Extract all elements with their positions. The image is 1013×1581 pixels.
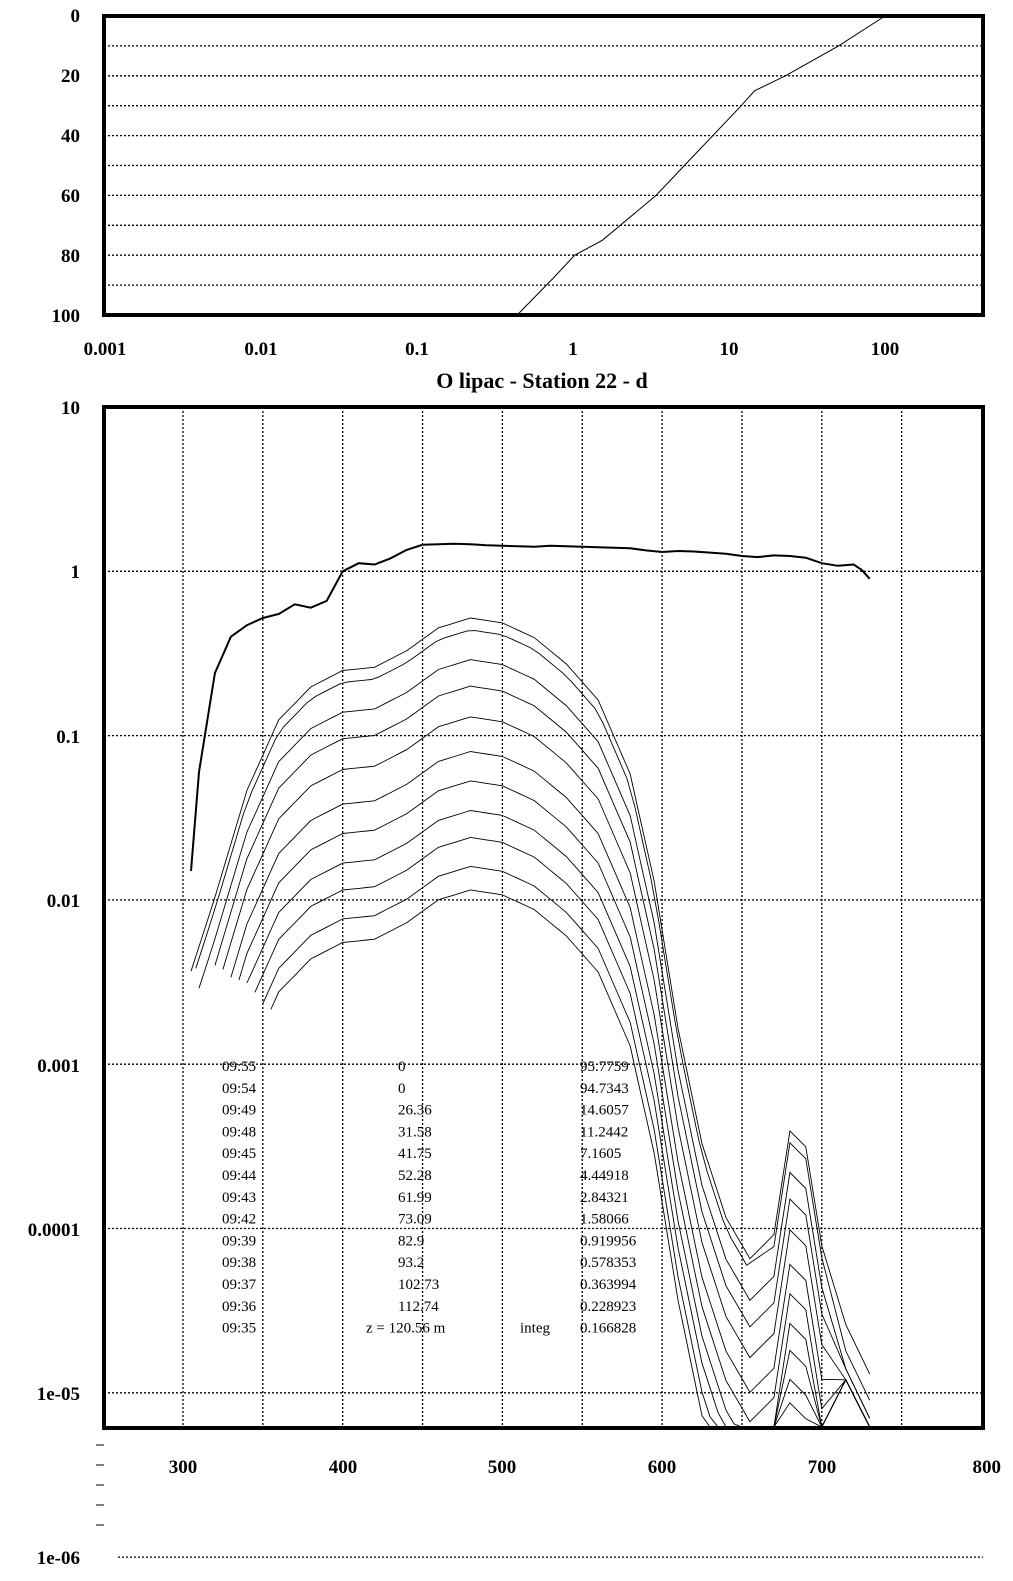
depth-profile-y-tick-label: 40 xyxy=(61,126,80,147)
depth-profile-x-tick-label: 100 xyxy=(870,339,900,360)
table-integ-cell: 14.6057 xyxy=(580,1102,629,1119)
table-integ-cell: 2.84321 xyxy=(580,1189,629,1206)
spectral-x-tick-label: 300 xyxy=(168,1457,198,1478)
depth-profile-gridlines xyxy=(104,46,983,285)
table-depth-cell: 93.2 xyxy=(398,1255,425,1272)
depth-profile-x-tick-label: 1 xyxy=(568,339,578,360)
table-depth-cell: 73.09 xyxy=(398,1211,432,1228)
depth-profile-y-tick-label: 80 xyxy=(61,246,80,267)
depth-profile-y-tick-label: 100 xyxy=(51,306,80,327)
depth-profile-panel xyxy=(52,6,984,360)
spectral-y-tick-label: 0.001 xyxy=(37,1056,80,1077)
table-integ-cell: 11.2442 xyxy=(580,1124,629,1141)
spectral-x-tick-label: 400 xyxy=(328,1457,358,1478)
table-depth-cell: z = 120.56 m xyxy=(366,1320,446,1337)
table-time-cell: 09:36 xyxy=(222,1298,257,1315)
depth-profile-plot-frame xyxy=(104,16,983,315)
table-integ-cell: 7.1605 xyxy=(580,1146,622,1163)
depth-profile-x-tick-label: 0.01 xyxy=(244,339,278,360)
spectral-y-tick-label: 1e-05 xyxy=(36,1384,80,1405)
table-integ-cell: 0.919956 xyxy=(580,1233,637,1250)
spectral-depth-line xyxy=(271,890,870,1427)
table-time-cell: 09:43 xyxy=(222,1189,257,1206)
spectral-depth-line xyxy=(239,781,870,1427)
table-depth-cell: 0 xyxy=(398,1080,406,1097)
spectral-depth-line xyxy=(215,686,870,1418)
table-time-cell: 09:54 xyxy=(222,1080,257,1097)
table-depth-cell: 26.36 xyxy=(398,1102,432,1119)
spectral-depth-line xyxy=(255,837,870,1427)
table-depth-cell: 102.73 xyxy=(398,1277,440,1293)
spectral-depth-line xyxy=(196,631,870,1401)
spectral-x-tick-label: 700 xyxy=(807,1457,837,1478)
depth-profile-y-tick-label: 0 xyxy=(70,6,80,27)
table-time-cell: 09:37 xyxy=(222,1277,257,1293)
spectral-depth-line xyxy=(199,660,870,1419)
table-time-cell: 09:35 xyxy=(222,1320,257,1337)
station-data-table xyxy=(222,1059,637,1337)
table-depth-cell: 82.9 xyxy=(398,1233,425,1250)
table-depth-cell: 52.28 xyxy=(398,1168,432,1184)
table-integ-cell: 0.363994 xyxy=(580,1277,637,1293)
depth-profile-y-tick-label: 60 xyxy=(61,186,80,207)
table-time-cell: 09:49 xyxy=(222,1102,257,1119)
table-time-cell: 09:55 xyxy=(222,1059,257,1075)
spectral-y-tick-label: 1 xyxy=(70,562,80,583)
table-time-cell: 09:42 xyxy=(222,1211,257,1228)
spectral-y-tick-label: 10 xyxy=(61,398,80,419)
spectral-x-tick-label: 500 xyxy=(487,1457,517,1478)
depth-profile-y-tick-label: 20 xyxy=(61,66,80,87)
spectral-y-tick-label: 0.0001 xyxy=(27,1220,80,1241)
table-time-cell: 09:38 xyxy=(222,1255,257,1272)
table-time-cell: 09:48 xyxy=(222,1124,257,1141)
table-depth-cell: 0 xyxy=(398,1059,406,1075)
table-depth-cell: 112.74 xyxy=(398,1298,439,1315)
spectral-y-tick-label: 1e-06 xyxy=(36,1548,80,1569)
spectral-series xyxy=(191,544,870,1427)
spectral-surface-line xyxy=(191,544,870,871)
spectral-panel xyxy=(28,398,1001,1569)
table-integ-cell: 4.44918 xyxy=(580,1168,629,1184)
spectral-y-axis-extension xyxy=(96,1445,983,1557)
spectral-x-tick-label: 800 xyxy=(972,1457,1001,1478)
depth-profile-x-tick-label: 0.1 xyxy=(405,339,429,360)
depth-profile-x-tick-label: 0.001 xyxy=(83,339,127,360)
spectral-y-tick-labels xyxy=(28,398,80,1569)
table-depth-cell: 41.75 xyxy=(398,1146,432,1163)
table-integ-cell: 0.166828 xyxy=(580,1320,637,1337)
table-time-cell: 09:39 xyxy=(222,1233,257,1250)
spectral-x-tick-label: 600 xyxy=(647,1457,677,1478)
spectral-depth-line xyxy=(191,618,870,1374)
spectral-depth-line xyxy=(231,752,870,1428)
spectral-depth-line xyxy=(247,811,870,1428)
table-integ-cell: 1.58066 xyxy=(580,1211,629,1228)
spectral-y-tick-label: 0.01 xyxy=(46,891,80,912)
table-integ-cell: 94.7343 xyxy=(580,1080,629,1097)
table-integ-cell: 0.228923 xyxy=(580,1298,637,1315)
depth-profile-x-tick-label: 10 xyxy=(719,339,739,360)
table-integ-label: integ xyxy=(520,1320,550,1337)
chart-title: O lipac - Station 22 - d xyxy=(436,368,648,393)
spectral-x-tick-labels xyxy=(169,1457,1001,1478)
table-time-cell: 09:45 xyxy=(222,1146,257,1163)
table-time-cell: 09:44 xyxy=(222,1168,257,1184)
spectral-depth-line xyxy=(263,866,870,1427)
depth-profile-y-tick-labels xyxy=(52,6,81,327)
table-depth-cell: 61.99 xyxy=(398,1189,432,1206)
depth-profile-x-tick-labels xyxy=(84,339,900,360)
spectral-y-tick-label: 0.1 xyxy=(56,727,80,748)
table-integ-cell: 95.7759 xyxy=(580,1059,629,1075)
table-depth-cell: 31.58 xyxy=(398,1124,432,1141)
table-integ-cell: 0.578353 xyxy=(580,1255,637,1272)
